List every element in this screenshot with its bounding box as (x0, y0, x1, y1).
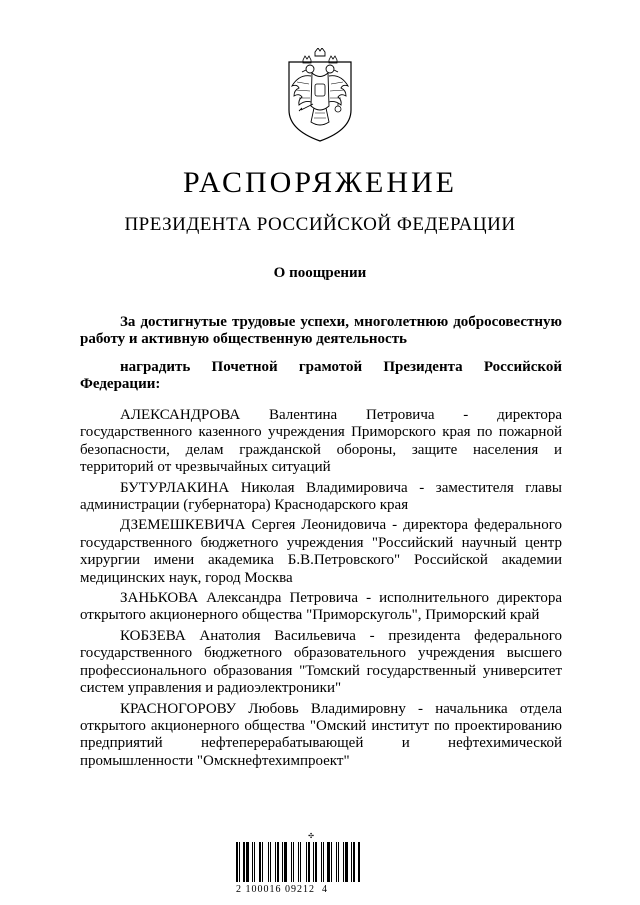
barcode-stripe (268, 842, 269, 882)
barcode-stripe (250, 842, 251, 882)
preamble-paragraph: За достигнутые трудовые успехи, многолетнюю добросовестную работу и активную общественную деятельность (80, 314, 562, 348)
issuer-subtitle: ПРЕЗИДЕНТА РОССИЙСКОЙ ФЕДЕРАЦИИ (124, 214, 516, 235)
barcode-stripe (275, 842, 276, 882)
barcode-stripe (270, 842, 271, 882)
barcode-stripe (256, 842, 258, 882)
barcode-stripe (318, 842, 320, 882)
barcode-stripe (259, 842, 261, 882)
barcode-stripe (345, 842, 348, 882)
awardee-item: ДЗЕМЕШКЕВИЧА Сергея Леонидовича - директора федерального государственного бюджетного учреждения "Российский научный центр хирургии имени академика Б.В.Петровского" Российской академии медицинских наук, город Москва (80, 517, 562, 586)
barcode-stripe (349, 842, 350, 882)
awardee-item: КОБЗЕВА Анатолия Васильевича - президента федерального государственного бюджетного образовательного учреждения высшего профессионального образования "Томский государственный университет систем управления и радиоэлектроники" (80, 627, 562, 697)
barcode-stripe (306, 842, 307, 882)
awardee-item: АЛЕКСАНДРОВА Валентина Петровича - директора государственного казенного учреждения Приморского края по пожарной безопасности, делам гражданской обороны, защите населения и территорий от чрезвычайных ситуаций (80, 407, 562, 476)
barcode-stripe (353, 842, 355, 882)
barcode-stripe (291, 842, 292, 882)
barcode-stripe (358, 842, 360, 882)
barcode-stripe (356, 842, 357, 882)
awardee-item: БУТУРЛАКИНА Николая Владимировича - заместителя главы администрации (губернатора) Краснодарского края (80, 479, 562, 514)
barcode-icon (236, 842, 386, 882)
barcode-stripe (295, 842, 297, 882)
barcode-stripe (340, 842, 342, 882)
barcode-stripe (298, 842, 299, 882)
barcode-stripe (333, 842, 335, 882)
barcode-stripe (302, 842, 305, 882)
barcode-stripe (280, 842, 281, 882)
document-subject: О поощрении (273, 265, 367, 281)
barcode-stripe (321, 842, 322, 882)
barcode-stripe (308, 842, 310, 882)
barcode-stripe (338, 842, 339, 882)
barcode-stripe (241, 842, 242, 882)
decision-paragraph: наградить Почетной грамотой Президента Российской Федерации: (80, 359, 562, 393)
barcode-stripe (315, 842, 317, 882)
barcode-stripe (288, 842, 290, 882)
barcode-stripe (246, 842, 249, 882)
document-type-title: РАСПОРЯЖЕНИЕ (182, 166, 458, 199)
awardee-item: ЗАНЬКОВА Александра Петровича - исполнительного директора открытого акционерного общества "Приморскуголь", Приморский край (80, 590, 562, 624)
barcode-stripe (277, 842, 279, 882)
barcode-stripe (311, 842, 312, 882)
awardee-list (80, 407, 562, 773)
barcode-stripe (313, 842, 314, 882)
barcode-stripe (300, 842, 301, 882)
barcode-stripe (293, 842, 294, 882)
barcode-stripe (262, 842, 263, 882)
barcode-stripe (343, 842, 344, 882)
barcode (236, 832, 386, 895)
barcode-stripe (284, 842, 287, 882)
barcode-stripe (272, 842, 274, 882)
barcode-stripe (243, 842, 245, 882)
barcode-stripe (327, 842, 330, 882)
barcode-stripe (239, 842, 240, 882)
awardee-item: КРАСНОГОРОВУ Любовь Владимировну - начальника отдела открытого акционерного общества "Омский институт по проектированию предприятий нефтеперерабатывающей и нефтехимической промышленности "Омскнефтехимпроект" (80, 700, 562, 769)
barcode-stripe (351, 842, 352, 882)
barcode-stripe (254, 842, 255, 882)
barcode-stripe (331, 842, 332, 882)
barcode-stripe (282, 842, 283, 882)
emblem-icon (285, 48, 355, 144)
barcode-stripe (264, 842, 267, 882)
barcode-stripe (336, 842, 337, 882)
barcode-mark-icon: ✣ (308, 832, 314, 840)
barcode-stripe (323, 842, 324, 882)
barcode-number: 2 100016 09212 4 (236, 884, 328, 895)
barcode-stripe (325, 842, 326, 882)
barcode-stripe (252, 842, 253, 882)
barcode-stripe (236, 842, 238, 882)
